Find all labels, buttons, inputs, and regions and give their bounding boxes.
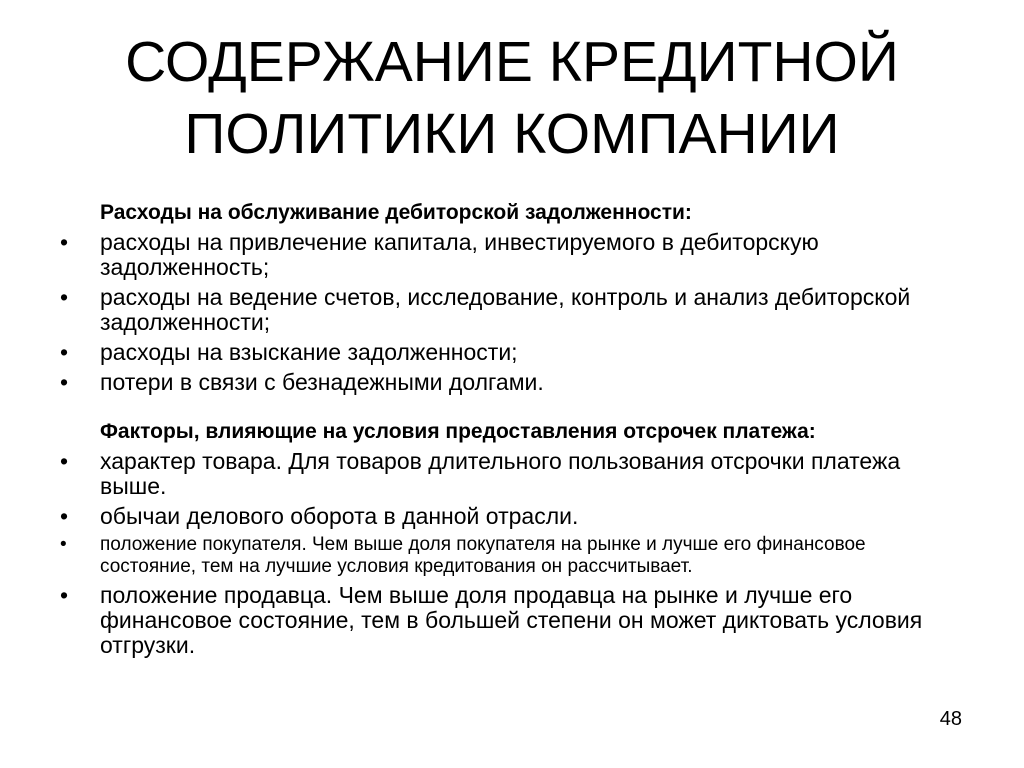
section-heading-expenses: Расходы на обслуживание дебиторской задолженности: (100, 201, 692, 224)
bullet-item: • потери в связи с безнадежными долгами. (60, 370, 960, 395)
bullet-item: • характер товара. Для товаров длительного пользования отсрочки платежа выше. (60, 449, 960, 499)
section-heading-factors: Факторы, влияющие на условия предоставления отсрочек платежа: (100, 420, 816, 443)
section-factors (60, 419, 960, 658)
bullet-list-expenses (60, 230, 960, 395)
slide-content (60, 200, 960, 658)
slide-title-line-2: ПОЛИТИКИ КОМПАНИИ (184, 102, 840, 166)
bullet-item: • расходы на ведение счетов, исследование, контроль и анализ дебиторской задолженности; (60, 285, 960, 335)
bullet-item: • положение покупателя. Чем выше доля покупателя на рынке и лучше его финансовое состояние, тем на лучшие условия кредитования он рассчитывает. (60, 534, 960, 578)
bullet-item: • обычаи делового оборота в данной отрасли. (60, 504, 960, 529)
slide-title (0, 26, 1024, 170)
bullet-item: • расходы на взыскание задолженности; (60, 340, 960, 365)
bullet-list-factors (60, 449, 960, 658)
bullet-item: • положение продавца. Чем выше доля продавца на рынке и лучше его финансовое состояние, тем в большей степени он может диктовать условия отгрузки. (60, 583, 960, 658)
slide-title-line-1: СОДЕРЖАНИЕ КРЕДИТНОЙ (125, 30, 899, 94)
page-number: 48 (939, 708, 962, 730)
section-expenses (60, 200, 960, 395)
bullet-item: • расходы на привлечение капитала, инвестируемого в дебиторскую задолженность; (60, 230, 960, 280)
